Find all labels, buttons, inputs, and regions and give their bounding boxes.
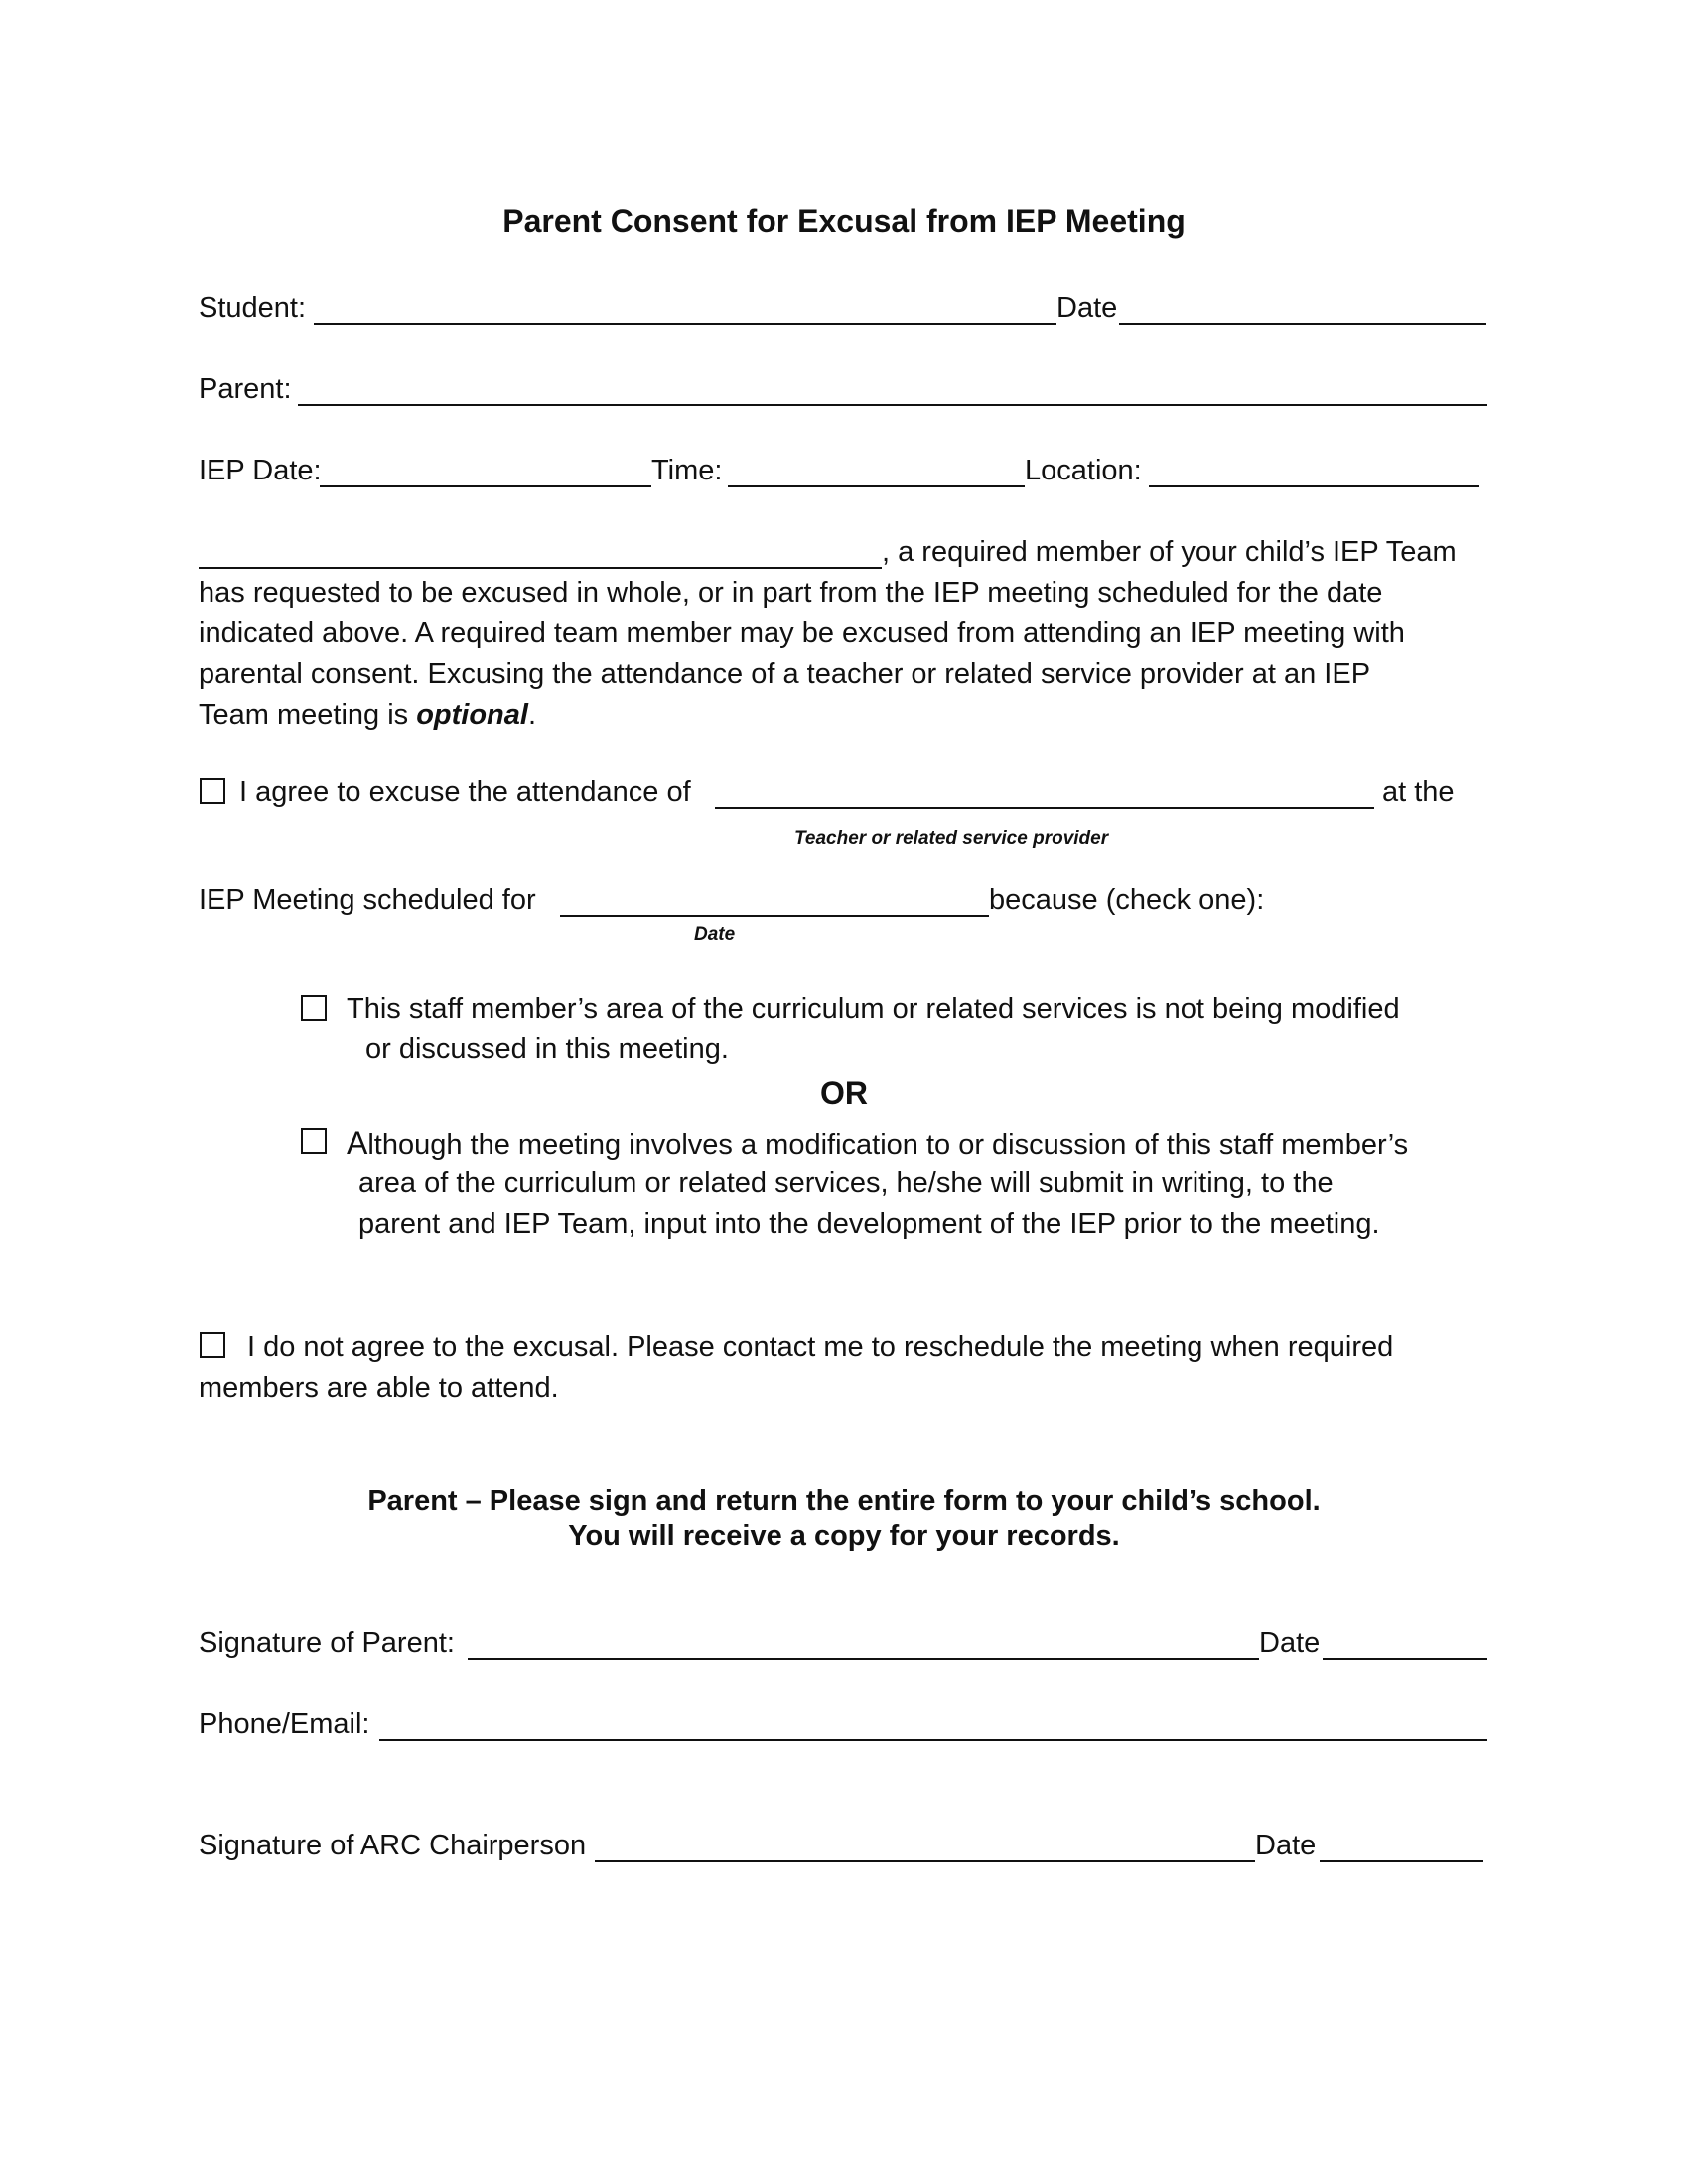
team-member-field[interactable] <box>199 567 882 569</box>
arc-date-field[interactable] <box>1320 1860 1483 1862</box>
disagree-checkbox[interactable] <box>200 1332 225 1358</box>
scheduled-label: IEP Meeting scheduled for <box>199 885 536 916</box>
parent-signature-date-field[interactable] <box>1323 1658 1487 1660</box>
date-field[interactable] <box>1119 323 1486 325</box>
return-instructions-line-1: Parent – Please sign and return the entire form to your child’s school. <box>367 1485 1321 1517</box>
intro-line-2: has requested to be excused in whole, or in part from the IEP meeting scheduled for the date <box>199 577 1383 609</box>
location-field[interactable] <box>1149 485 1479 487</box>
intro-line-5 <box>199 697 536 733</box>
date-label: Date <box>1056 292 1118 324</box>
phone-email-label: Phone/Email: <box>199 1708 370 1740</box>
time-label: Time: <box>651 455 723 486</box>
option-2-line-1 <box>347 1125 1408 1162</box>
date-caption: Date <box>694 924 736 945</box>
intro-line-5-text: Team meeting is <box>199 699 417 731</box>
time-field[interactable] <box>728 485 1025 487</box>
option-1-line-1: This staff member’s area of the curriculum or related services is not being modified <box>347 993 1400 1024</box>
student-field[interactable] <box>314 323 1056 325</box>
member-caption: Teacher or related service provider <box>794 828 1109 849</box>
parent-signature-label: Signature of Parent: <box>199 1627 455 1659</box>
excused-member-field[interactable] <box>715 807 1374 809</box>
because-label: because (check one): <box>989 885 1265 916</box>
intro-line-4: parental consent. Excusing the attendance of a teacher or related service provider at an IEP <box>199 658 1371 690</box>
agree-checkbox[interactable] <box>200 778 225 804</box>
option-2-line-1-text: lthough the meeting involves a modification to or discussion of this staff member’s <box>367 1129 1409 1160</box>
parent-label: Parent: <box>199 373 292 405</box>
arc-signature-field[interactable] <box>595 1860 1255 1862</box>
option-2-line-3: parent and IEP Team, input into the development of the IEP prior to the meeting. <box>358 1208 1380 1240</box>
return-instructions-line-2: You will receive a copy for your records. <box>568 1520 1120 1552</box>
agree-at-the: at the <box>1382 776 1455 808</box>
disagree-line-1: I do not agree to the excusal. Please contact me to reschedule the meeting when required <box>247 1331 1394 1363</box>
location-label: Location: <box>1025 455 1142 486</box>
intro-line-3: indicated above. A required team member may be excused from attending an IEP meeting with <box>199 617 1405 649</box>
iep-date-label: IEP Date: <box>199 455 322 486</box>
option-2-first-letter: A <box>347 1125 368 1160</box>
option-2-line-2: area of the curriculum or related services, he/she will submit in writing, to the <box>358 1167 1334 1199</box>
option-1-line-2: or discussed in this meeting. <box>365 1033 729 1065</box>
phone-email-field[interactable] <box>379 1739 1487 1741</box>
scheduled-date-field[interactable] <box>560 915 989 917</box>
iep-date-field[interactable] <box>320 485 651 487</box>
page-title: Parent Consent for Excusal from IEP Meeting <box>502 204 1186 239</box>
parent-signature-field[interactable] <box>468 1658 1259 1660</box>
disagree-line-2: members are able to attend. <box>199 1372 559 1404</box>
optional-emphasis: optional <box>416 699 528 731</box>
agree-label: I agree to excuse the attendance of <box>239 776 691 808</box>
parent-signature-date-label: Date <box>1259 1627 1321 1659</box>
intro-line-1: , a required member of your child’s IEP Team <box>882 536 1457 568</box>
option-not-modified-checkbox[interactable] <box>301 995 327 1021</box>
parent-field[interactable] <box>298 404 1487 406</box>
arc-signature-label: Signature of ARC Chairperson <box>199 1830 587 1861</box>
or-divider: OR <box>820 1075 868 1111</box>
intro-line-5-end: . <box>527 699 537 731</box>
option-written-input-checkbox[interactable] <box>301 1128 327 1154</box>
arc-date-label: Date <box>1255 1830 1317 1861</box>
student-label: Student: <box>199 292 307 324</box>
